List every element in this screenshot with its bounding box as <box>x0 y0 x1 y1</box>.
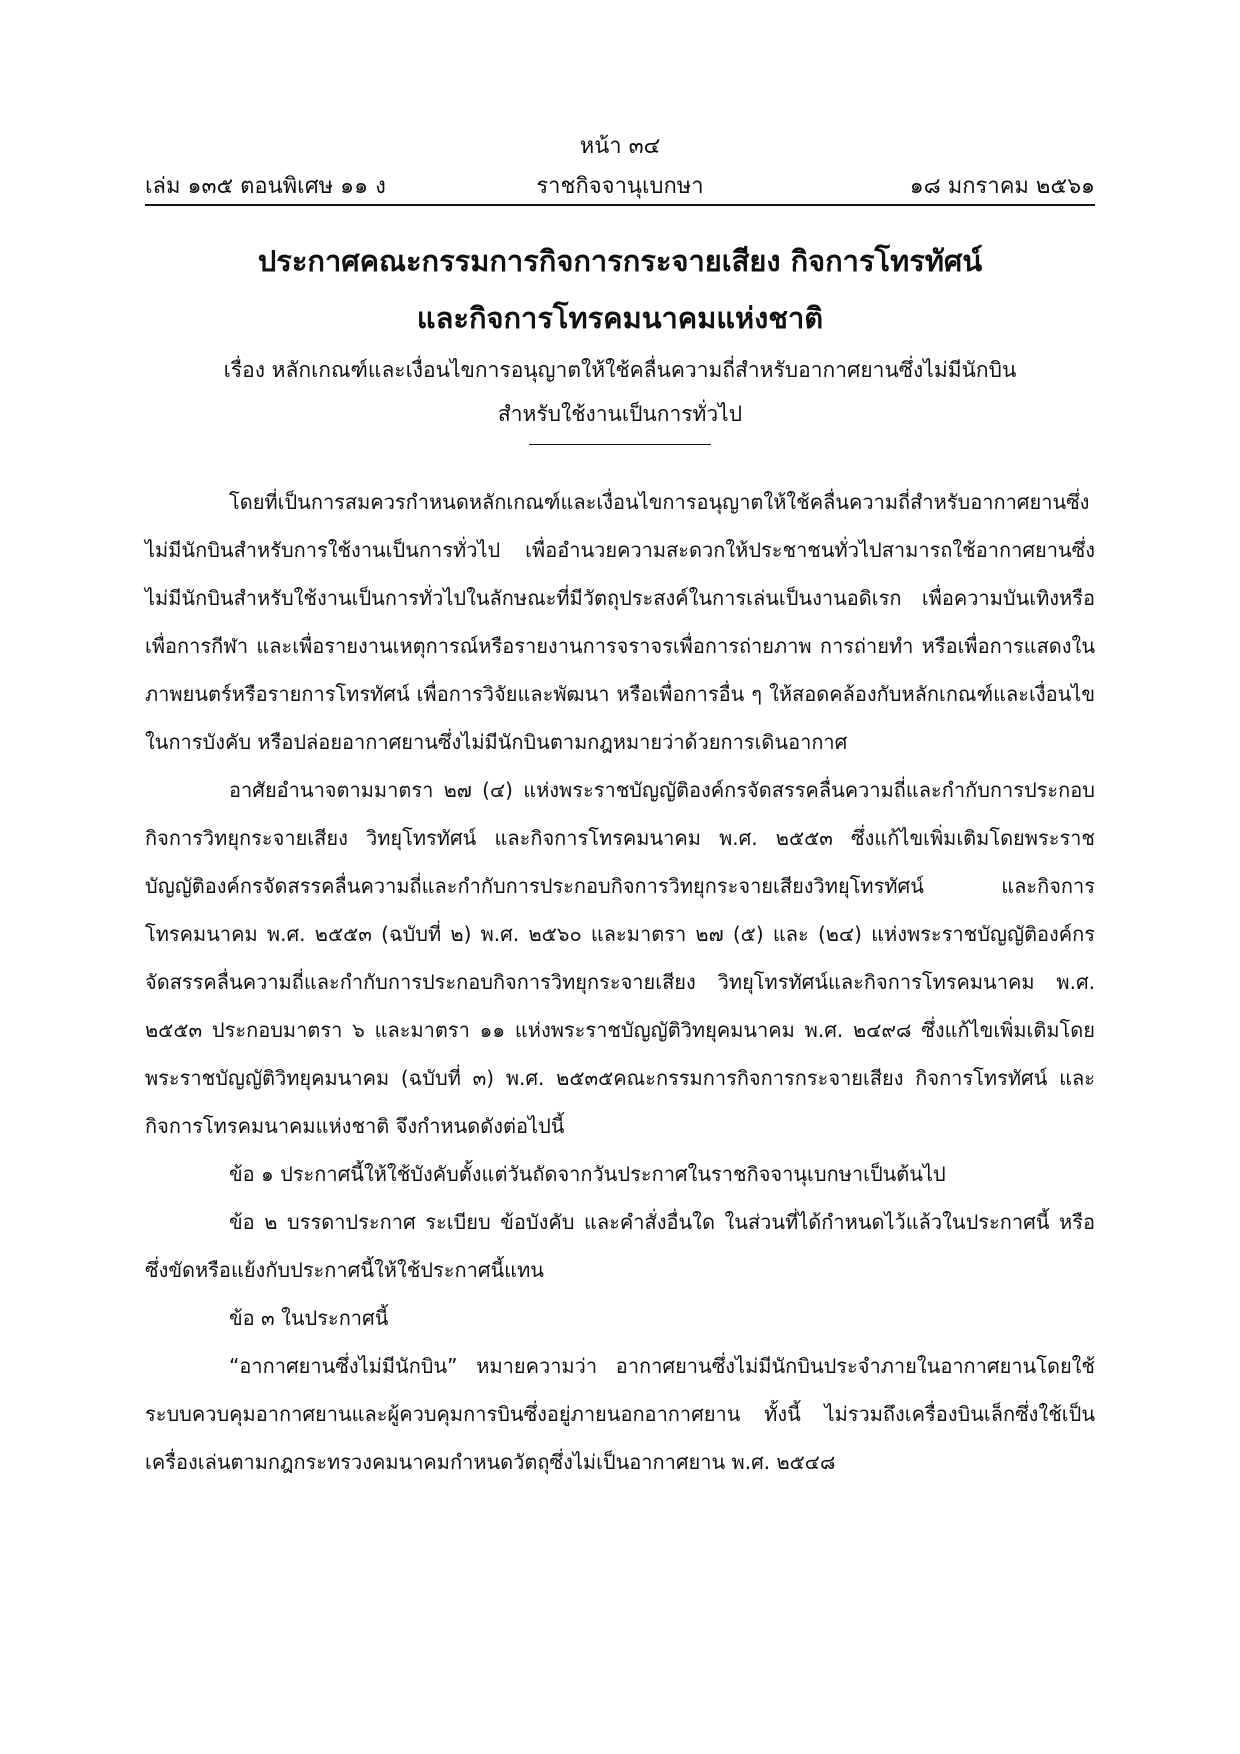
title-divider <box>529 444 711 445</box>
clause-1: ข้อ ๑ ประกาศนี้ให้ใช้บังคับตั้งแต่วันถัดจากวันประกาศในราชกิจจานุเบกษาเป็นต้นไป <box>229 1162 946 1186</box>
volume-info: เล่ม ๑๓๕ ตอนพิเศษ ๑๑ ง <box>145 174 386 199</box>
header-divider <box>145 204 1095 206</box>
document-title-line2: และกิจการโทรคมนาคมแห่งชาติ <box>416 301 824 335</box>
definition-paragraph: “อากาศยานซึ่งไม่มีนักบิน” หมายความว่า อากาศยานซึ่งไม่มีนักบินประจำภายในอากาศยานโดยใช้ระบบควบคุมอากาศยานและผู้ควบคุมการบินซึ่งอยู่ภายนอกอากาศยาน ทั้งนี้ ไม่รวมถึงเครื่องบินเล็กซึ่งใช้เป็นเครื่องเล่นตามกฎกระทรวงคมนาคมกำหนดวัตถุซึ่งไม่เป็นอากาศยาน พ.ศ. ๒๕๔๘ <box>145 1354 1095 1474</box>
subject-line2: สำหรับใช้งานเป็นการทั่วไป <box>497 402 743 426</box>
gazette-header <box>145 168 1095 202</box>
gazette-name: ราชกิจจานุเบกษา <box>536 174 704 199</box>
preamble-paragraph: โดยที่เป็นการสมควรกำหนดหลักเกณฑ์และเงื่อนไขการอนุญาตให้ใช้คลื่นความถี่สำหรับอากาศยานซึ่งไม่มีนักบินสำหรับการใช้งานเป็นการทั่วไป เพื่ออำนวยความสะดวกให้ประชาชนทั่วไปสามารถใช้อากาศยานซึ่งไม่มีนักบินสำหรับใช้งานเป็นการทั่วไปในลักษณะที่มีวัตถุประสงค์ในการเล่นเป็นงานอดิเรก เพื่อความบันเทิงหรือเพื่อการกีฬา และเพื่อรายงานเหตุการณ์หรือรายงานการจราจรเพื่อการถ่ายภาพ การถ่ายทำ หรือเพื่อการแสดงในภาพยนตร์หรือรายการโทรทัศน์ เพื่อการวิจัยและพัฒนา หรือเพื่อการอื่น ๆ ให้สอดคล้องกับหลักเกณฑ์และเงื่อนไขในการบังคับ หรือปล่อยอากาศยานซึ่งไม่มีนักบินตามกฎหมายว่าด้วยการเดินอากาศ <box>145 490 1095 754</box>
clause-2: ข้อ ๒ บรรดาประกาศ ระเบียบ ข้อบังคับ และคำสั่งอื่นใด ในส่วนที่ได้กำหนดไว้แล้วในประกาศนี้ หรือซึ่งขัดหรือแย้งกับประกาศนี้ให้ใช้ประกาศนี้แทน <box>145 1210 1095 1282</box>
page-number: หน้า ๓๔ <box>579 134 661 159</box>
clause-3: ข้อ ๓ ในประกาศนี้ <box>229 1306 389 1330</box>
publication-date: ๑๘ มกราคม ๒๕๖๑ <box>909 174 1095 199</box>
subject-line1: เรื่อง หลักเกณฑ์และเงื่อนไขการอนุญาตให้ใช้คลื่นความถี่สำหรับอากาศยานซึ่งไม่มีนักบิน <box>223 358 1017 382</box>
document-title-line1: ประกาศคณะกรรมการกิจการกระจายเสียง กิจการโทรทัศน์ <box>257 244 983 278</box>
document-body <box>145 478 1095 1486</box>
authority-paragraph: อาศัยอำนาจตามมาตรา ๒๗ (๔) แห่งพระราชบัญญัติองค์กรจัดสรรคลื่นความถี่และกำกับการประกอบกิจการวิทยุกระจายเสียง วิทยุโทรทัศน์ และกิจการโทรคมนาคม พ.ศ. ๒๕๕๓ ซึ่งแก้ไขเพิ่มเติมโดยพระราชบัญญัติองค์กรจัดสรรคลื่นความถี่และกำกับการประกอบกิจการวิทยุกระจายเสียงวิทยุโทรทัศน์ และกิจการโทรคมนาคม พ.ศ. ๒๕๕๓ (ฉบับที่ ๒) พ.ศ. ๒๕๖๐ และมาตรา ๒๗ (๕) และ (๒๔) แห่งพระราชบัญญัติองค์กรจัดสรรคลื่นความถี่และกำกับการประกอบกิจการวิทยุกระจายเสียง วิทยุโทรทัศน์และกิจการโทรคมนาคม พ.ศ. ๒๕๕๓ ประกอบมาตรา ๖ และมาตรา ๑๑ แห่งพระราชบัญญัติวิทยุคมนาคม พ.ศ. ๒๔๙๘ ซึ่งแก้ไขเพิ่มเติมโดยพระราชบัญญัติวิทยุคมนาคม (ฉบับที่ ๓) พ.ศ. ๒๕๓๕คณะกรรมการกิจการกระจายเสียง กิจการโทรทัศน์ และกิจการโทรคมนาคมแห่งชาติ จึงกำหนดดังต่อไปนี้ <box>145 778 1095 1138</box>
